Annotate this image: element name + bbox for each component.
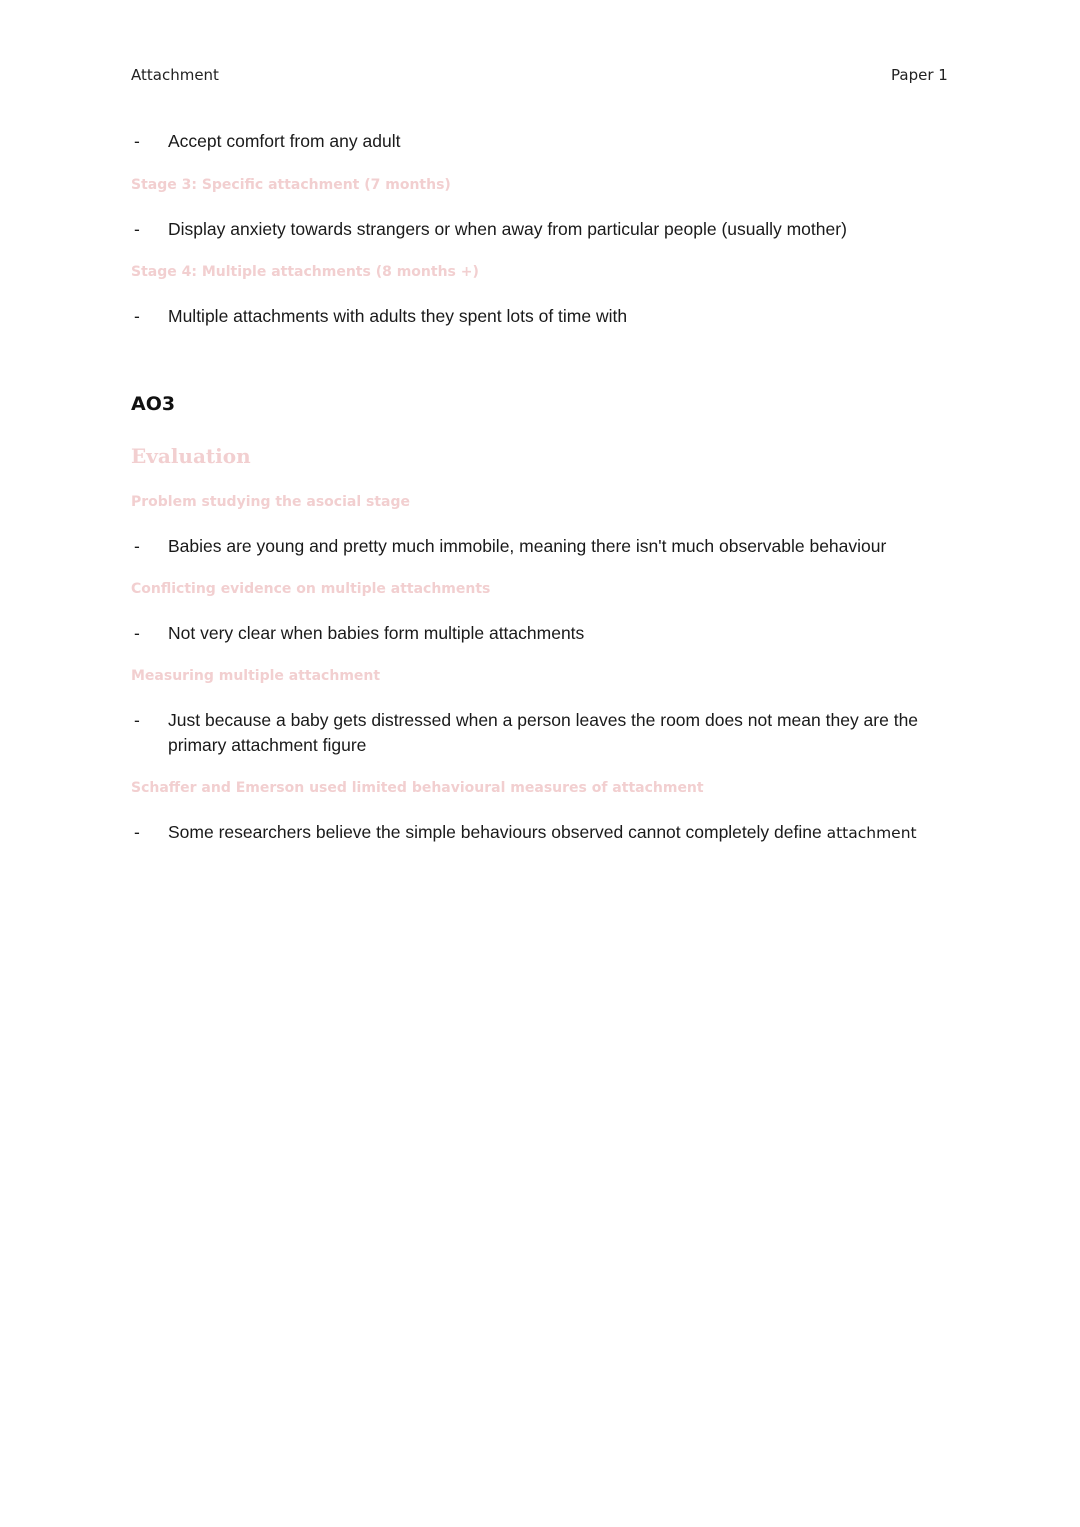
header-title: Attachment (131, 66, 219, 84)
eval4-heading: Schaffer and Emerson used limited behavioural measures of attachment (131, 780, 704, 796)
bullet-text-main: Some researchers believe the simple behaviours observed cannot completely define (168, 822, 822, 842)
evaluation-heading: Evaluation (131, 444, 251, 468)
list-item (134, 217, 934, 242)
bullet-dash: - (134, 623, 140, 643)
ao3-heading: AO3 (131, 393, 176, 415)
bullet-text: Multiple attachments with adults they spent lots of time with (168, 306, 628, 326)
stage3-heading: Stage 3: Specific attachment (7 months) (131, 177, 451, 193)
bullet-dash: - (134, 822, 140, 842)
bullet-dash: - (134, 536, 140, 556)
list-item (134, 621, 934, 646)
header-paper: Paper 1 (891, 66, 948, 84)
stage4-heading: Stage 4: Multiple attachments (8 months +) (131, 264, 479, 280)
bullet-text: Display anxiety towards strangers or when away from particular people (usually mother) (168, 219, 847, 239)
bullet-text (168, 820, 944, 846)
bullet-dash: - (134, 131, 140, 151)
list-item (134, 534, 934, 559)
bullet-text: Just because a baby gets distressed when a person leaves the room does not mean they are the primary attachment figure (168, 710, 919, 755)
list-item (134, 129, 934, 154)
bullet-dash: - (134, 219, 140, 239)
bullet-text: Babies are young and pretty much immobile, meaning there isn't much observable behaviour (168, 536, 887, 556)
list-item (134, 304, 934, 329)
eval3-heading: Measuring multiple attachment (131, 668, 381, 684)
bullet-text-tail: attachment (826, 824, 917, 842)
eval1-heading: Problem studying the asocial stage (131, 494, 410, 510)
list-item (134, 820, 944, 846)
bullet-dash: - (134, 710, 140, 730)
eval2-heading: Conflicting evidence on multiple attachments (131, 581, 491, 597)
list-item (134, 708, 924, 758)
bullet-text: Accept comfort from any adult (168, 131, 401, 151)
bullet-dash: - (134, 306, 140, 326)
bullet-text: Not very clear when babies form multiple attachments (168, 623, 585, 643)
